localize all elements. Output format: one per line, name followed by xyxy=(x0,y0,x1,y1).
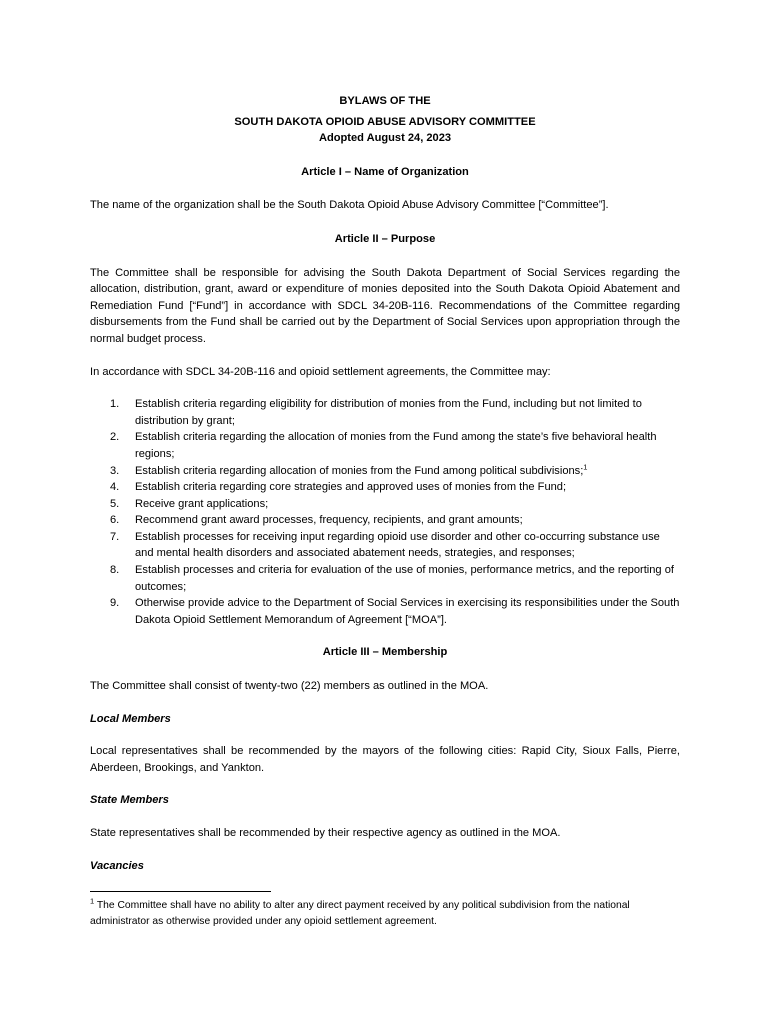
list-item-number: 8. xyxy=(110,564,120,577)
article-3-text: The Committee shall consist of twenty-two (22) members as outlined in the MOA. xyxy=(90,680,489,693)
list-item xyxy=(90,496,680,513)
list-item-number: 2. xyxy=(110,431,120,444)
list-item-text: Establish processes for receiving input regarding opioid use disorder and other co-occurring substance use and mental health disorders and associated abatement needs, strategies, and responses; xyxy=(135,530,660,560)
list-item xyxy=(90,595,680,628)
footnote xyxy=(90,898,680,929)
list-item-number: 3. xyxy=(110,464,120,477)
list-item xyxy=(90,562,680,595)
list-item-number: 7. xyxy=(110,530,120,543)
list-item-text: Establish criteria regarding allocation of monies from the Fund among political subdivisions; xyxy=(135,464,584,477)
article-3-heading: Article III – Membership xyxy=(322,646,448,659)
list-item xyxy=(90,512,680,529)
document-title xyxy=(90,93,680,147)
article-1-heading: Article I – Name of Organization xyxy=(301,165,469,178)
adopted-date: Adopted August 24, 2023 xyxy=(318,132,452,145)
list-item-number: 5. xyxy=(110,497,120,510)
list-item-text: Establish criteria regarding core strategies and approved uses of monies from the Fund; xyxy=(135,481,567,494)
committee-powers-list xyxy=(90,396,680,628)
local-members-text: Local representatives shall be recommended by the mayors of the following cities: Rapid City, Sioux Falls, Pierre, Aberdeen, Brookings, and Yankton. xyxy=(90,745,680,774)
list-item-number: 9. xyxy=(110,597,120,610)
article-1-text: The name of the organization shall be the South Dakota Opioid Abuse Advisory Committee [“Committee”]. xyxy=(90,199,609,212)
list-item-text: Receive grant applications; xyxy=(135,497,269,510)
footnote-reference[interactable]: 1 xyxy=(583,461,588,471)
list-item-text: Establish criteria regarding the allocation of monies from the Fund among the state’s five behavioral health regions; xyxy=(135,431,657,460)
list-item-text: Establish processes and criteria for evaluation of the use of monies, performance metrics, and the reporting of outcomes; xyxy=(135,564,674,593)
article-2-heading: Article II – Purpose xyxy=(334,232,436,245)
footnote-separator xyxy=(90,891,271,892)
list-item xyxy=(90,479,680,496)
local-members-heading: Local Members xyxy=(90,712,171,725)
list-item-number: 1. xyxy=(110,398,120,411)
footnote-text: The Committee shall have no ability to alter any direct payment received by any political subdivision from the national administrator as otherwise provided under any opioid settlement agreement. xyxy=(90,900,630,927)
list-item xyxy=(90,396,680,429)
list-item xyxy=(90,463,680,480)
list-item xyxy=(90,429,680,462)
list-item xyxy=(90,529,680,562)
vacancies-heading: Vacancies xyxy=(90,859,144,872)
article-2-paragraph-1: The Committee shall be responsible for advising the South Dakota Department of Social Services regarding the allocation, distribution, grant, award or expenditure of monies deposited into the South Dakota Opioid Abatement and Remediation Fund [“Fund”] in accordance with SDCL 34-20B-116. Recommendations of the Committee regarding disbursements from the Fund shall be carried out by the Department of Social Services upon appropriation through the normal budget process. xyxy=(90,266,680,345)
list-item-number: 6. xyxy=(110,514,120,527)
article-2-paragraph-2: In accordance with SDCL 34-20B-116 and opioid settlement agreements, the Committee may: xyxy=(90,365,551,378)
list-item-text: Recommend grant award processes, frequency, recipients, and grant amounts; xyxy=(135,514,523,527)
list-item-text: Establish criteria regarding eligibility for distribution of monies from the Fund, including but not limited to distribution by grant; xyxy=(135,398,642,427)
list-item-number: 4. xyxy=(110,481,120,494)
title-line-1: BYLAWS OF THE xyxy=(339,95,431,107)
state-members-text: State representatives shall be recommended by their respective agency as outlined in the MOA. xyxy=(90,827,561,839)
state-members-heading: State Members xyxy=(90,794,169,807)
list-item-text: Otherwise provide advice to the Department of Social Services in exercising its responsibilities under the South Dakota Opioid Settlement Memorandum of Agreement [“MOA”]. xyxy=(135,597,680,626)
footnote-mark: 1 xyxy=(90,896,95,906)
title-line-2: SOUTH DAKOTA OPIOID ABUSE ADVISORY COMMITTEE xyxy=(234,115,536,128)
document-body xyxy=(90,93,680,890)
